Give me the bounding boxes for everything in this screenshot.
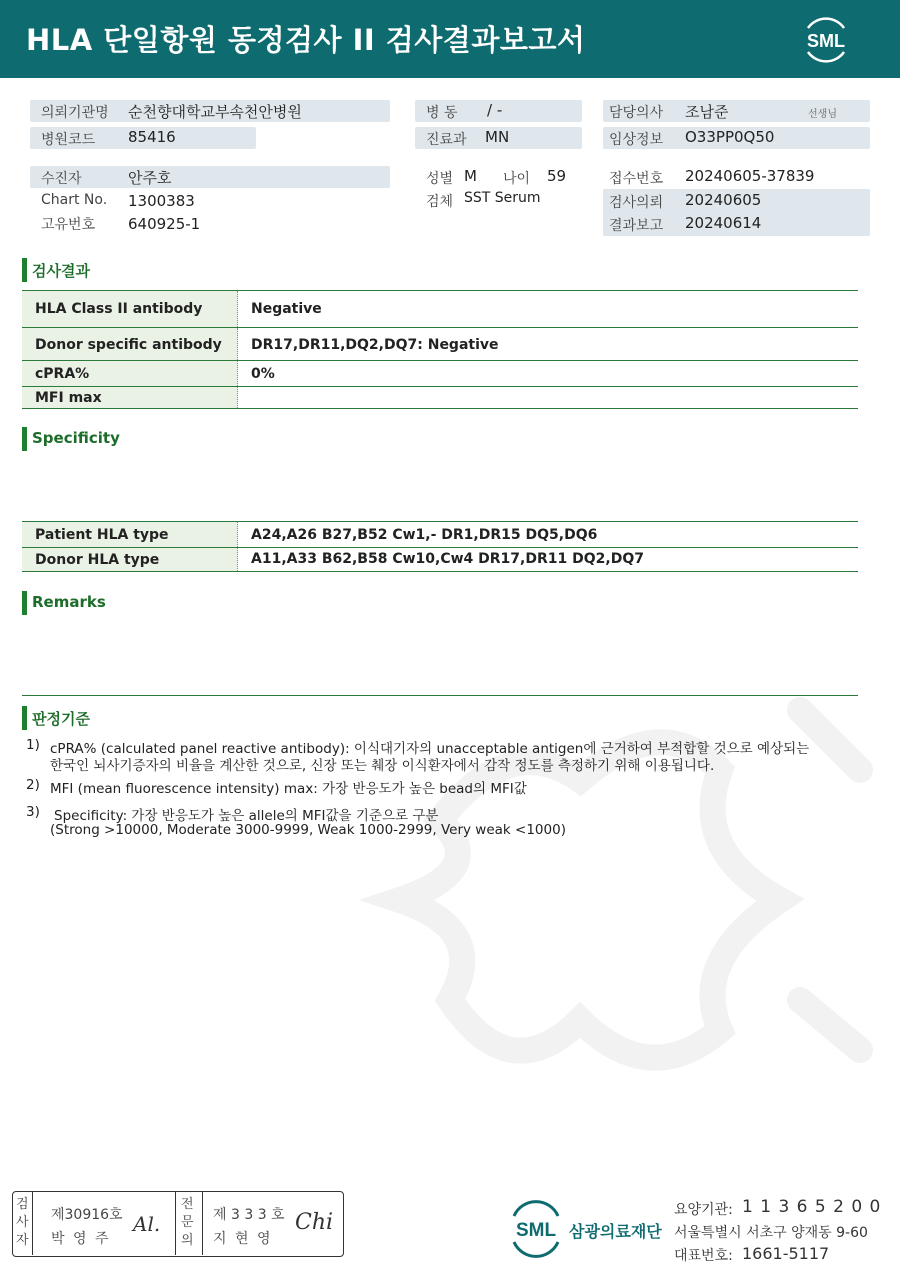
patient-label: 수진자	[41, 171, 82, 187]
hla-type-value: A11,A33 B62,B58 Cw10,Cw4 DR17,DR11 DQ2,DQ7	[251, 551, 644, 567]
unique-value: 640925-1	[128, 215, 201, 233]
clinical-label: 임상정보	[609, 132, 664, 148]
institution-code-label: 요양기관:	[674, 1202, 733, 1218]
tester-license-no: 제30916호	[51, 1207, 123, 1223]
criteria-section-title: 판정기준	[32, 710, 90, 728]
specialist-signature: Chi	[295, 1210, 334, 1235]
clinical-value: O33PP0Q50	[685, 128, 775, 146]
info-band	[30, 166, 390, 188]
doctor-label: 담당의사	[609, 105, 664, 121]
specimen-value: SST Serum	[464, 190, 541, 206]
specificity-section-title: Specificity	[32, 429, 120, 447]
section-marker	[22, 591, 27, 615]
hospital-code-label: 병원코드	[41, 132, 96, 148]
age-label: 나이	[503, 171, 531, 187]
criteria-text: 한국인 뇌사기증자의 비율을 계산한 것으로, 신장 또는 췌장 이식환자에서 감작 정도를 측정하기 위해 이용됩니다.	[50, 758, 715, 774]
sml-logo-icon	[800, 14, 852, 66]
doctor-suffix: 선생님	[808, 109, 837, 120]
result-label: Donor specific antibody	[22, 328, 238, 360]
sex-label: 성별	[426, 171, 454, 187]
request-label: 검사의뢰	[609, 195, 664, 211]
table-divider	[22, 408, 858, 409]
report-header	[0, 0, 900, 78]
doctor-value: 조남준	[685, 103, 729, 121]
signature-box	[12, 1191, 344, 1257]
criteria-number: 1)	[26, 737, 40, 753]
tester-label: 검사자	[16, 1197, 29, 1248]
hla-type-label: Patient HLA type	[22, 522, 238, 547]
dept-label: 진료과	[426, 132, 467, 148]
criteria-text: (Strong >10000, Moderate 3000-9999, Weak 1000-2999, Very weak <1000)	[50, 822, 566, 838]
result-value: Negative	[251, 301, 322, 317]
sml-org-logo-icon	[508, 1198, 564, 1258]
section-marker	[22, 706, 27, 730]
specialist-label: 전문의	[181, 1197, 194, 1248]
chart-value: 1300383	[128, 192, 195, 210]
ward-value: / -	[487, 101, 503, 119]
receipt-value: 20240605-37839	[685, 167, 815, 185]
institution-code-value: 1 1 3 6 5 2 0 0	[742, 1197, 882, 1217]
institution-label: 의뢰기관명	[41, 105, 109, 121]
sex-value: M	[464, 167, 477, 185]
specimen-label: 검체	[426, 194, 454, 210]
hla-type-value: A24,A26 B27,B52 Cw1,- DR1,DR15 DQ5,DQ6	[251, 527, 598, 543]
svg-text:SML: SML	[807, 31, 845, 51]
result-value: 0%	[251, 366, 275, 382]
svg-text:SML: SML	[515, 1220, 557, 1241]
dept-value: MN	[485, 128, 510, 146]
watermark-cross-icon	[360, 670, 880, 1110]
specialist-license-no: 제 3 3 3 호	[213, 1207, 285, 1223]
result-label: cPRA%	[22, 361, 238, 386]
request-value: 20240605	[685, 191, 762, 209]
report-label: 결과보고	[609, 218, 664, 234]
chart-label: Chart No.	[41, 192, 108, 208]
section-marker	[22, 427, 27, 451]
institution-value: 순천향대학교부속천안병원	[128, 103, 302, 121]
hla-type-label: Donor HLA type	[22, 548, 238, 571]
criteria-text: Specificity: 가장 반응도가 높은 allele의 MFI값을 기준으로 구분	[54, 808, 439, 824]
criteria-text: MFI (mean fluorescence intensity) max: 가장 반응도가 높은 bead의 MFI값	[50, 781, 527, 797]
report-value: 20240614	[685, 214, 762, 232]
tester-name: 박 영 주	[51, 1231, 111, 1247]
criteria-number: 2)	[26, 777, 40, 793]
result-label: MFI max	[22, 387, 238, 408]
report-title: HLA 단일항원 동정검사 II 검사결과보고서	[26, 23, 586, 57]
phone-value: 1661-5117	[742, 1244, 830, 1263]
results-section-title: 검사결과	[32, 262, 90, 280]
criteria-number: 3)	[26, 804, 40, 820]
specialist-name: 지 현 영	[213, 1231, 273, 1247]
ward-label: 병 동	[426, 105, 458, 121]
criteria-text: cPRA% (calculated panel reactive antibody): 이식대기자의 unacceptable antigen에 근거하여 부적합할 것으로 예상되는	[50, 741, 810, 757]
age-value: 59	[547, 167, 567, 185]
section-marker	[22, 258, 27, 282]
result-value: DR17,DR11,DQ2,DQ7: Negative	[251, 337, 499, 353]
org-address: 서울특별시 서초구 양재동 9-60	[674, 1225, 868, 1241]
patient-value: 안주호	[128, 169, 172, 187]
phone-label: 대표번호:	[674, 1248, 733, 1264]
unique-label: 고유번호	[41, 217, 96, 233]
table-divider	[22, 571, 858, 572]
receipt-label: 접수번호	[609, 171, 664, 187]
org-name: 삼광의료재단	[569, 1222, 662, 1241]
hospital-code-value: 85416	[128, 128, 176, 146]
remarks-section-title: Remarks	[32, 593, 106, 611]
remarks-divider	[22, 695, 858, 696]
result-label: HLA Class II antibody	[22, 291, 238, 327]
tester-signature: Al.	[133, 1212, 161, 1236]
